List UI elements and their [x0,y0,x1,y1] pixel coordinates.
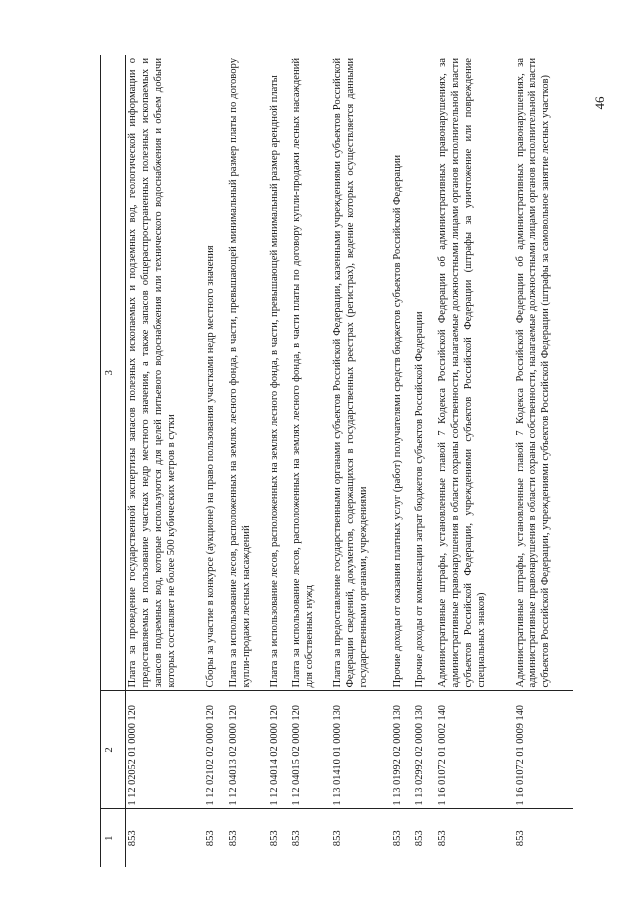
table-row [268,55,291,867]
budget-code-cell: 1 16 01072 01 0009 140 [514,691,573,809]
table-row [514,55,573,867]
admin-code-cell: 853 [127,830,138,847]
income-name-cell: Прочие доходы от компенсации затрат бюджетов субъектов Российской Федерации [413,55,436,691]
budget-code-cell: 1 12 04013 02 0000 120 [227,691,268,809]
revenue-codes-table [100,55,573,867]
income-name-cell: Плата за использование лесов, расположенных на землях лесного фонда, в части, превышающей минимальный размер арендной платы [268,55,291,691]
budget-code-cell: 1 13 01410 01 0000 130 [331,691,390,809]
table-row [290,55,331,867]
column-header: 2 [101,691,126,809]
income-name-cell: Плата за предоставление государственными органами субъектов Российской Федерации, казенными учреждениями субъектов Российской Федерации сведений, документов, содержащихся в государственных реестрах (регистрах), ведение которых осуществляется данными государственными органами, учреждениями [331,55,390,691]
admin-code-cell: 853 [514,830,526,847]
income-name-cell: Плата за использование лесов, расположенных на землях лесного фонда, в части платы по договору купли-продажи лесных насаждений для собственных нужд [290,55,331,691]
income-name-cell: Административные штрафы, установленные главой 7 Кодекса Российской Федерации об административных правонарушениях, за административные правонарушения в области охраны собственности, налагаемые должностными лицами органов исполнительной власти субъектов Российской Федерации, учреждениями субъектов Российской Федерации (штрафы за самовольное занятие лесных участков) [514,55,573,691]
admin-code-cell: 853 [291,830,303,847]
table-row [227,55,268,867]
admin-code-cell: 853 [391,830,403,847]
table-row [391,55,414,867]
table-header-row [101,55,126,867]
admin-code-cell: 853 [414,830,426,847]
column-header: 1 [101,809,126,867]
admin-code-cell: 853 [204,830,216,847]
budget-code-cell: 1 12 04015 02 0000 120 [290,691,331,809]
budget-code-cell: 1 12 04014 02 0000 120 [268,691,291,809]
table-row [413,55,436,867]
income-name-cell: Плата за использование лесов, расположенных на землях лесного фонда, в части, превышающей минимальный размер платы по договору купли-продажи лесных насаждений [227,55,268,691]
table-row [126,55,204,867]
budget-code-cell: 1 12 02052 01 0000 120 [126,691,204,809]
table-row [436,55,514,867]
income-name-cell: Административные штрафы, установленные главой 7 Кодекса Российской Федерации об административных правонарушениях, за административные правонарушения в области охраны собственности, налагаемые должностными лицами органов исполнительной власти субъектов Российской Федерации, учреждениями субъектов Российской Федерации (штрафы за уничтожение или повреждение специальных знаков) [436,55,514,691]
budget-code-cell: 1 16 01072 01 0002 140 [436,691,514,809]
admin-code-cell: 853 [436,830,448,847]
income-name-cell: Сборы за участие в конкурсе (аукционе) на право пользования участками недр местного значения [204,55,227,691]
admin-code-cell: 853 [227,830,239,847]
budget-code-cell: 1 13 02992 02 0000 130 [413,691,436,809]
admin-code-cell: 853 [268,830,280,847]
budget-code-cell: 1 13 01992 02 0000 130 [391,691,414,809]
income-name-cell: Плата за проведение государственной экспертизы запасов полезных ископаемых и подземных вод, геологической информации о предоставляемых в пользование участках недр местного значения, а также запасов общераспространенных полезных ископаемых и запасов подземных вод, которые используются для целей питьевого водоснабжения или технического водоснабжения и объем добычи которых составляет не более 500 кубических метров в сутки [126,55,204,691]
table-body [126,55,574,867]
page-number: 46 [592,96,607,110]
table-row [331,55,390,867]
budget-code-cell: 1 12 02102 02 0000 120 [204,691,227,809]
column-header: 3 [101,55,126,691]
admin-code-cell: 853 [332,830,344,847]
income-name-cell: Прочие доходы от оказания платных услуг (работ) получателями средств бюджетов субъектов Российской Федерации [391,55,414,691]
table-row [204,55,227,867]
rotated-table-frame [100,55,573,867]
